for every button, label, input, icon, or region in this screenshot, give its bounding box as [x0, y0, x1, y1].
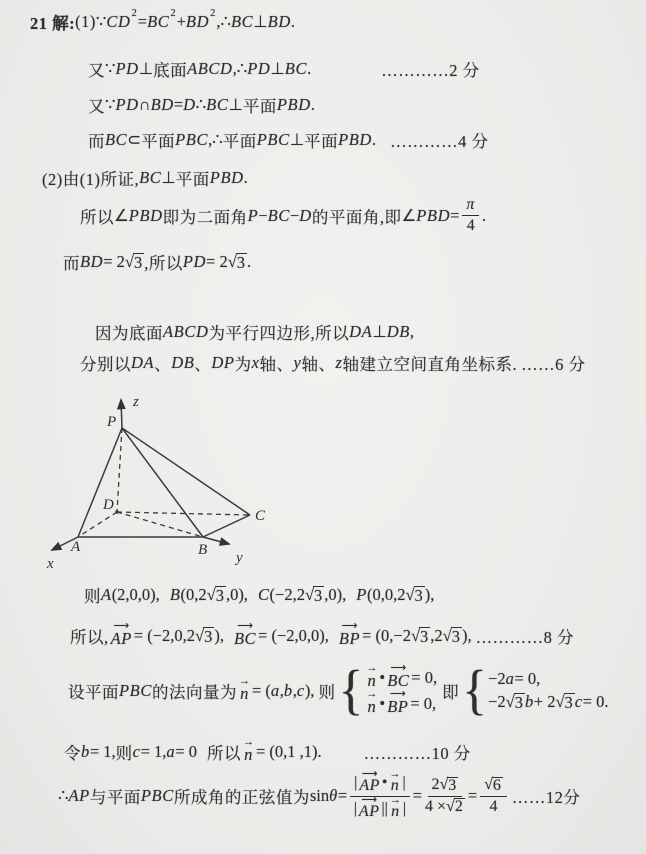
- radicand: 3: [133, 252, 143, 272]
- vector-arrow-icon: ⟶: [389, 688, 406, 701]
- fraction-denominator: [425, 797, 465, 816]
- radicand: 3: [314, 585, 323, 605]
- superscript: 2: [131, 8, 137, 19]
- edge-PC: [122, 428, 250, 515]
- variable: b: [81, 742, 90, 761]
- math-text: •: [381, 774, 388, 792]
- math-text: ∵: [105, 59, 116, 78]
- math-text: =: [412, 786, 422, 806]
- edge-PD-dashed: [117, 428, 122, 512]
- vector-arrow-icon: →: [366, 662, 378, 674]
- math-text: ⊥: [289, 130, 305, 149]
- vector-arrow-icon: →: [242, 736, 254, 749]
- math-text: ,0),: [324, 585, 347, 604]
- variable: C: [257, 585, 270, 604]
- math-text: .: [310, 95, 315, 114]
- radicand: 3: [414, 585, 423, 605]
- math-text: ,2: [430, 626, 443, 645]
- math-text: =: [173, 95, 184, 114]
- solution-line-9: [80, 351, 586, 375]
- variable: P: [356, 585, 367, 604]
- text-run: 则: [115, 744, 133, 763]
- edge-PA: [78, 428, 122, 537]
- math-text: |: [402, 774, 406, 792]
- radicand: 3: [204, 626, 213, 646]
- variable: PD: [182, 252, 207, 271]
- math-text: ⊂: [127, 130, 142, 149]
- math-text: √: [206, 585, 216, 604]
- solution-line-7: [63, 250, 251, 274]
- solution-line-4: [88, 128, 488, 152]
- variable: PBC: [140, 786, 174, 806]
- math-text: ⊥: [228, 95, 243, 114]
- variable: D: [299, 205, 312, 225]
- math-text: √: [304, 585, 315, 604]
- vector-name: BP: [387, 697, 409, 717]
- math-text: ,: [279, 680, 284, 700]
- math-text: ∵: [105, 95, 116, 114]
- math-text: ⊥: [138, 59, 154, 78]
- radicand: 3: [514, 693, 523, 713]
- vector-name: BP: [338, 629, 361, 649]
- text-run: 又: [88, 97, 105, 116]
- vector-name: AP: [359, 777, 380, 794]
- text-run: 即: [442, 682, 460, 702]
- math-text: ∠: [114, 205, 129, 225]
- vector-bp: [338, 620, 361, 649]
- math-text: ),: [461, 626, 472, 645]
- radicand: 6: [492, 776, 501, 794]
- math-text: √: [484, 776, 493, 794]
- radicand: 3: [420, 626, 429, 646]
- solution-line-2: [88, 57, 480, 81]
- z-axis: [121, 400, 122, 428]
- math-text: ∴: [58, 786, 69, 806]
- vector-n: [238, 675, 250, 704]
- fraction-denominator: [353, 793, 407, 821]
- math-text: =: [337, 786, 348, 806]
- variable: PBC: [256, 130, 290, 149]
- math-text: ⊥: [270, 59, 285, 78]
- variable: b: [524, 692, 534, 712]
- math-text: +: [176, 12, 186, 31]
- math-text: ∴: [195, 95, 207, 114]
- math-text: √: [410, 626, 421, 645]
- variable: PBD: [338, 130, 372, 149]
- math-text: |: [354, 774, 358, 792]
- solution-line-5: [42, 166, 248, 190]
- text-run-bold: 21 解:: [30, 14, 76, 33]
- math-text: ⊥: [372, 322, 387, 341]
- score-mark: …………10 分: [363, 744, 471, 763]
- variable: PD: [247, 59, 271, 78]
- text-run: 而: [63, 254, 80, 273]
- math-text: ),: [214, 626, 224, 645]
- axis-label-z: z: [133, 394, 139, 410]
- vector-arrow-icon: →: [389, 793, 401, 806]
- vector-n: [389, 768, 401, 795]
- math-text: ),: [424, 585, 435, 604]
- equation-system: [338, 660, 438, 721]
- variable: PBC: [175, 130, 209, 149]
- math-text: ,: [292, 680, 297, 700]
- math-text: = (−2,0,2: [133, 626, 196, 645]
- math-text: ,∴: [208, 130, 223, 149]
- variable: BD: [267, 12, 291, 31]
- math-text: ∴: [220, 12, 231, 31]
- math-text: = (−2,0,0),: [258, 626, 329, 645]
- math-text: = 1,: [140, 742, 167, 761]
- math-text: √: [195, 626, 205, 645]
- math-text: .: [290, 12, 295, 31]
- axis-label-x: x: [47, 556, 54, 572]
- vector-name: AP: [358, 802, 380, 820]
- math-text: 2: [431, 776, 440, 794]
- variable: BC: [139, 168, 162, 187]
- edge-PB: [122, 428, 203, 537]
- math-text: .: [247, 252, 252, 271]
- variable: DB: [171, 353, 195, 372]
- solution-line-8: [95, 320, 415, 344]
- vector-name: n: [240, 684, 249, 704]
- variable: BC: [284, 59, 308, 78]
- solution-line-14: [58, 768, 581, 821]
- math-text: ,: [216, 12, 221, 31]
- edge-BC: [203, 515, 250, 537]
- vector-name: AP: [110, 629, 132, 649]
- variable: P: [247, 205, 259, 225]
- text-run: 又: [88, 61, 105, 80]
- math-text: =: [137, 12, 148, 31]
- left-brace-icon: {: [462, 660, 488, 721]
- math-text: .: [243, 168, 248, 187]
- fraction: [462, 196, 479, 236]
- math-text: √: [405, 585, 415, 604]
- text-run: 所成角的正弦值为: [173, 788, 310, 808]
- math-text: √: [124, 252, 134, 271]
- variable: π: [466, 196, 476, 213]
- text-run: 轴、: [259, 355, 294, 374]
- score-mark: …………4 分: [390, 132, 489, 151]
- variable: PBC: [119, 680, 152, 700]
- text-run: 平面: [175, 170, 210, 189]
- text-run: 所以,: [70, 628, 109, 647]
- variable: DP: [211, 353, 235, 372]
- math-text: ⊥: [161, 168, 176, 187]
- text-run: 分别以: [80, 355, 131, 374]
- text-run: 因为底面: [95, 324, 163, 343]
- math-text: .: [371, 130, 377, 149]
- text-run: 则: [318, 682, 336, 702]
- solution-line-13: [64, 736, 471, 765]
- radicand: 3: [215, 585, 224, 605]
- vector-ap: [110, 620, 132, 649]
- coordinate-figure: [35, 388, 270, 573]
- superscript: 2: [170, 8, 176, 19]
- math-text: = 0,: [410, 693, 437, 713]
- variable: c: [574, 692, 583, 712]
- math-text: √: [227, 252, 237, 271]
- text-run: 令: [64, 744, 81, 763]
- math-text: √: [442, 626, 452, 645]
- math-text: |: [402, 800, 407, 817]
- equation-system: [462, 660, 609, 721]
- vector-name: BC: [387, 671, 410, 690]
- vector-bc: [233, 620, 257, 649]
- text-run: 平面: [242, 97, 277, 116]
- math-text: √: [439, 776, 449, 794]
- math-text: ,0),: [225, 585, 248, 604]
- text-run: 所以: [206, 744, 241, 763]
- vertex-label-D: D: [103, 497, 114, 513]
- math-text: sin: [309, 786, 330, 806]
- edge-DC-dashed: [117, 512, 250, 515]
- vector-n: [389, 793, 401, 821]
- vector-n: [366, 662, 378, 690]
- vertex-label-P: P: [107, 414, 117, 430]
- vector-name: BC: [233, 629, 257, 649]
- system-row: [488, 692, 608, 712]
- variable: PBD: [276, 95, 311, 114]
- text-run: 的法向量为: [151, 682, 237, 702]
- solution-line-6: [80, 196, 486, 236]
- vector-arrow-icon: →: [238, 675, 250, 688]
- math-text: ,∴: [232, 59, 248, 78]
- system-rows: [364, 662, 438, 717]
- math-text: = 0: [175, 742, 197, 761]
- math-text: •: [379, 667, 386, 687]
- text-run: 即为二面角: [162, 207, 248, 227]
- vector-arrow-icon: ⟶: [361, 768, 378, 780]
- radicand: 3: [451, 626, 460, 646]
- math-text: •: [379, 693, 386, 713]
- text-run: 而: [88, 132, 105, 151]
- variable: BC: [206, 95, 229, 114]
- axis-label-y: y: [236, 550, 243, 566]
- math-text: 4: [489, 797, 498, 815]
- text-run: ,: [409, 322, 415, 341]
- math-text: ∵: [95, 12, 107, 31]
- math-text: √: [505, 692, 515, 712]
- math-text: ∠: [401, 205, 417, 225]
- text-run: 所以: [80, 207, 114, 227]
- math-text: = (0,1 ,1).: [255, 742, 322, 761]
- text-run: 、: [154, 355, 172, 374]
- system-row: [364, 662, 438, 690]
- math-text: + 2: [533, 692, 556, 712]
- variable: BD: [150, 95, 174, 114]
- text-run: 则: [84, 587, 101, 606]
- fraction-denominator: [467, 216, 475, 235]
- variable: AP: [68, 786, 90, 806]
- text-run: 的平面角,即: [311, 207, 402, 227]
- variable: BD: [80, 252, 104, 271]
- vector-bc: [387, 662, 410, 690]
- fraction-numerator: [428, 776, 463, 796]
- variable: D: [183, 95, 196, 114]
- math-text: 4 ×: [425, 797, 447, 815]
- variable: a: [505, 669, 515, 689]
- radicand: 2: [454, 798, 463, 816]
- variable: BD: [185, 12, 210, 31]
- vector-name: n: [390, 777, 400, 794]
- variable: DB: [386, 322, 410, 341]
- math-text: √: [446, 797, 455, 815]
- score-mark: ……6 分: [521, 355, 586, 374]
- solution-line-1: [30, 10, 295, 34]
- left-brace-icon: {: [338, 660, 364, 721]
- system-row: [488, 669, 608, 689]
- variable: z: [335, 353, 343, 372]
- variable: a: [270, 680, 280, 700]
- math-text: (−2,2: [269, 585, 305, 604]
- text-run: 为平行四边形,所以: [208, 324, 350, 343]
- fraction: [480, 776, 507, 816]
- variable: y: [293, 353, 302, 372]
- math-text: −: [289, 205, 300, 225]
- solution-line-3: [88, 93, 315, 117]
- vector-arrow-icon: ⟶: [237, 620, 253, 633]
- math-text: .: [482, 205, 487, 225]
- math-text: = 1,: [89, 742, 116, 761]
- system-row: [364, 688, 437, 717]
- variable: BC: [105, 130, 128, 149]
- math-text: =: [467, 786, 478, 806]
- vector-arrow-icon: ⟶: [113, 620, 130, 633]
- math-text: = 0,: [514, 669, 541, 689]
- variable: PBD: [416, 205, 451, 225]
- text-run: (1): [75, 12, 96, 31]
- variable: DA: [131, 353, 155, 372]
- text-run: 平面: [222, 132, 257, 151]
- vector-ap: [358, 793, 380, 821]
- math-text: √: [555, 692, 565, 712]
- math-text: = 0.: [582, 692, 609, 712]
- text-run: 轴、: [301, 355, 336, 374]
- math-text: = (0,−2: [362, 626, 411, 645]
- score-mark: ……12分: [511, 788, 581, 808]
- variable: PBD: [209, 168, 244, 187]
- vector-name: n: [367, 671, 377, 690]
- math-text: −: [258, 205, 268, 225]
- text-run: 为: [234, 355, 252, 374]
- solution-line-12: [68, 660, 614, 721]
- solution-line-10: [84, 583, 434, 607]
- math-text: ||: [381, 800, 388, 817]
- system-rows: [488, 669, 608, 712]
- vector-arrow-icon: →: [366, 688, 378, 701]
- text-run: 平面: [141, 132, 176, 151]
- variable: DA: [349, 322, 373, 341]
- math-text: = 2: [103, 252, 125, 271]
- vector-name: n: [367, 697, 377, 717]
- math-text: =: [450, 205, 460, 225]
- math-text: ∩: [138, 95, 151, 114]
- fraction-numerator: [462, 196, 479, 216]
- math-text: −2: [488, 669, 506, 689]
- variable: a: [166, 742, 176, 761]
- math-text: = 0,: [411, 667, 438, 687]
- variable: B: [169, 585, 181, 604]
- text-run: (2)由(1)所证,: [42, 170, 140, 189]
- math-text: = 2: [206, 252, 228, 271]
- variable: PBD: [128, 205, 163, 225]
- vector-name: n: [244, 745, 253, 765]
- variable: PD: [115, 95, 139, 114]
- variable: BC: [231, 12, 254, 31]
- radicand: 3: [564, 693, 573, 713]
- text-run: 底面: [153, 61, 188, 80]
- math-text: 4: [466, 217, 475, 235]
- math-text: −2: [488, 692, 506, 712]
- vector-bp: [387, 688, 409, 717]
- variable: ABCD: [187, 59, 233, 78]
- variable: c: [296, 680, 305, 700]
- fraction: [350, 768, 410, 821]
- text-run: 轴建立空间直角坐标系.: [342, 355, 518, 374]
- variable: ABCD: [163, 322, 209, 341]
- text-run: ,所以: [144, 254, 183, 273]
- variable: BC: [267, 205, 290, 225]
- variable: PD: [115, 59, 139, 78]
- math-text: (0,0,2: [366, 585, 406, 604]
- math-text: .: [307, 59, 312, 78]
- score-mark: …………2 分: [381, 61, 480, 80]
- math-text: ),: [304, 680, 315, 700]
- vector-n: [242, 736, 254, 765]
- variable: BC: [147, 12, 170, 31]
- variable: A: [101, 585, 112, 604]
- vector-name: n: [391, 802, 400, 820]
- diagonal-DB-dashed: [117, 512, 203, 537]
- text-run: 设平面: [68, 682, 119, 702]
- radicand: 3: [236, 252, 246, 272]
- vector-n: [366, 688, 378, 717]
- text-run: 平面: [304, 132, 339, 151]
- vertex-label-B: B: [198, 542, 208, 558]
- variable: b: [283, 680, 293, 700]
- math-text: |: [353, 800, 357, 817]
- vertex-label-C: C: [255, 508, 266, 524]
- math-text: ⊥: [253, 12, 268, 31]
- vertex-D-dot: [115, 510, 119, 514]
- solution-line-11: [70, 620, 574, 649]
- vector-arrow-icon: →: [389, 768, 401, 780]
- fraction-denominator: [490, 797, 498, 816]
- math-text: = (: [251, 680, 271, 700]
- text-run: 、: [194, 355, 212, 374]
- variable: x: [251, 353, 260, 372]
- score-mark: …………8 分: [475, 628, 574, 647]
- superscript: 2: [210, 8, 216, 19]
- variable: c: [132, 742, 141, 761]
- vector-arrow-icon: ⟶: [361, 793, 378, 806]
- text-run: 与平面: [89, 788, 141, 808]
- vector-ap: [359, 768, 380, 795]
- fraction-numerator: [480, 776, 507, 796]
- vertex-label-A: A: [71, 539, 81, 555]
- radicand: 3: [448, 776, 457, 794]
- math-text: (0,2: [180, 585, 207, 604]
- math-text: (2,0,0),: [111, 585, 160, 604]
- vector-arrow-icon: ⟶: [390, 662, 407, 674]
- variable: CD: [106, 12, 131, 31]
- vector-arrow-icon: ⟶: [341, 620, 358, 633]
- fraction: [425, 776, 465, 816]
- variable: θ: [329, 786, 338, 806]
